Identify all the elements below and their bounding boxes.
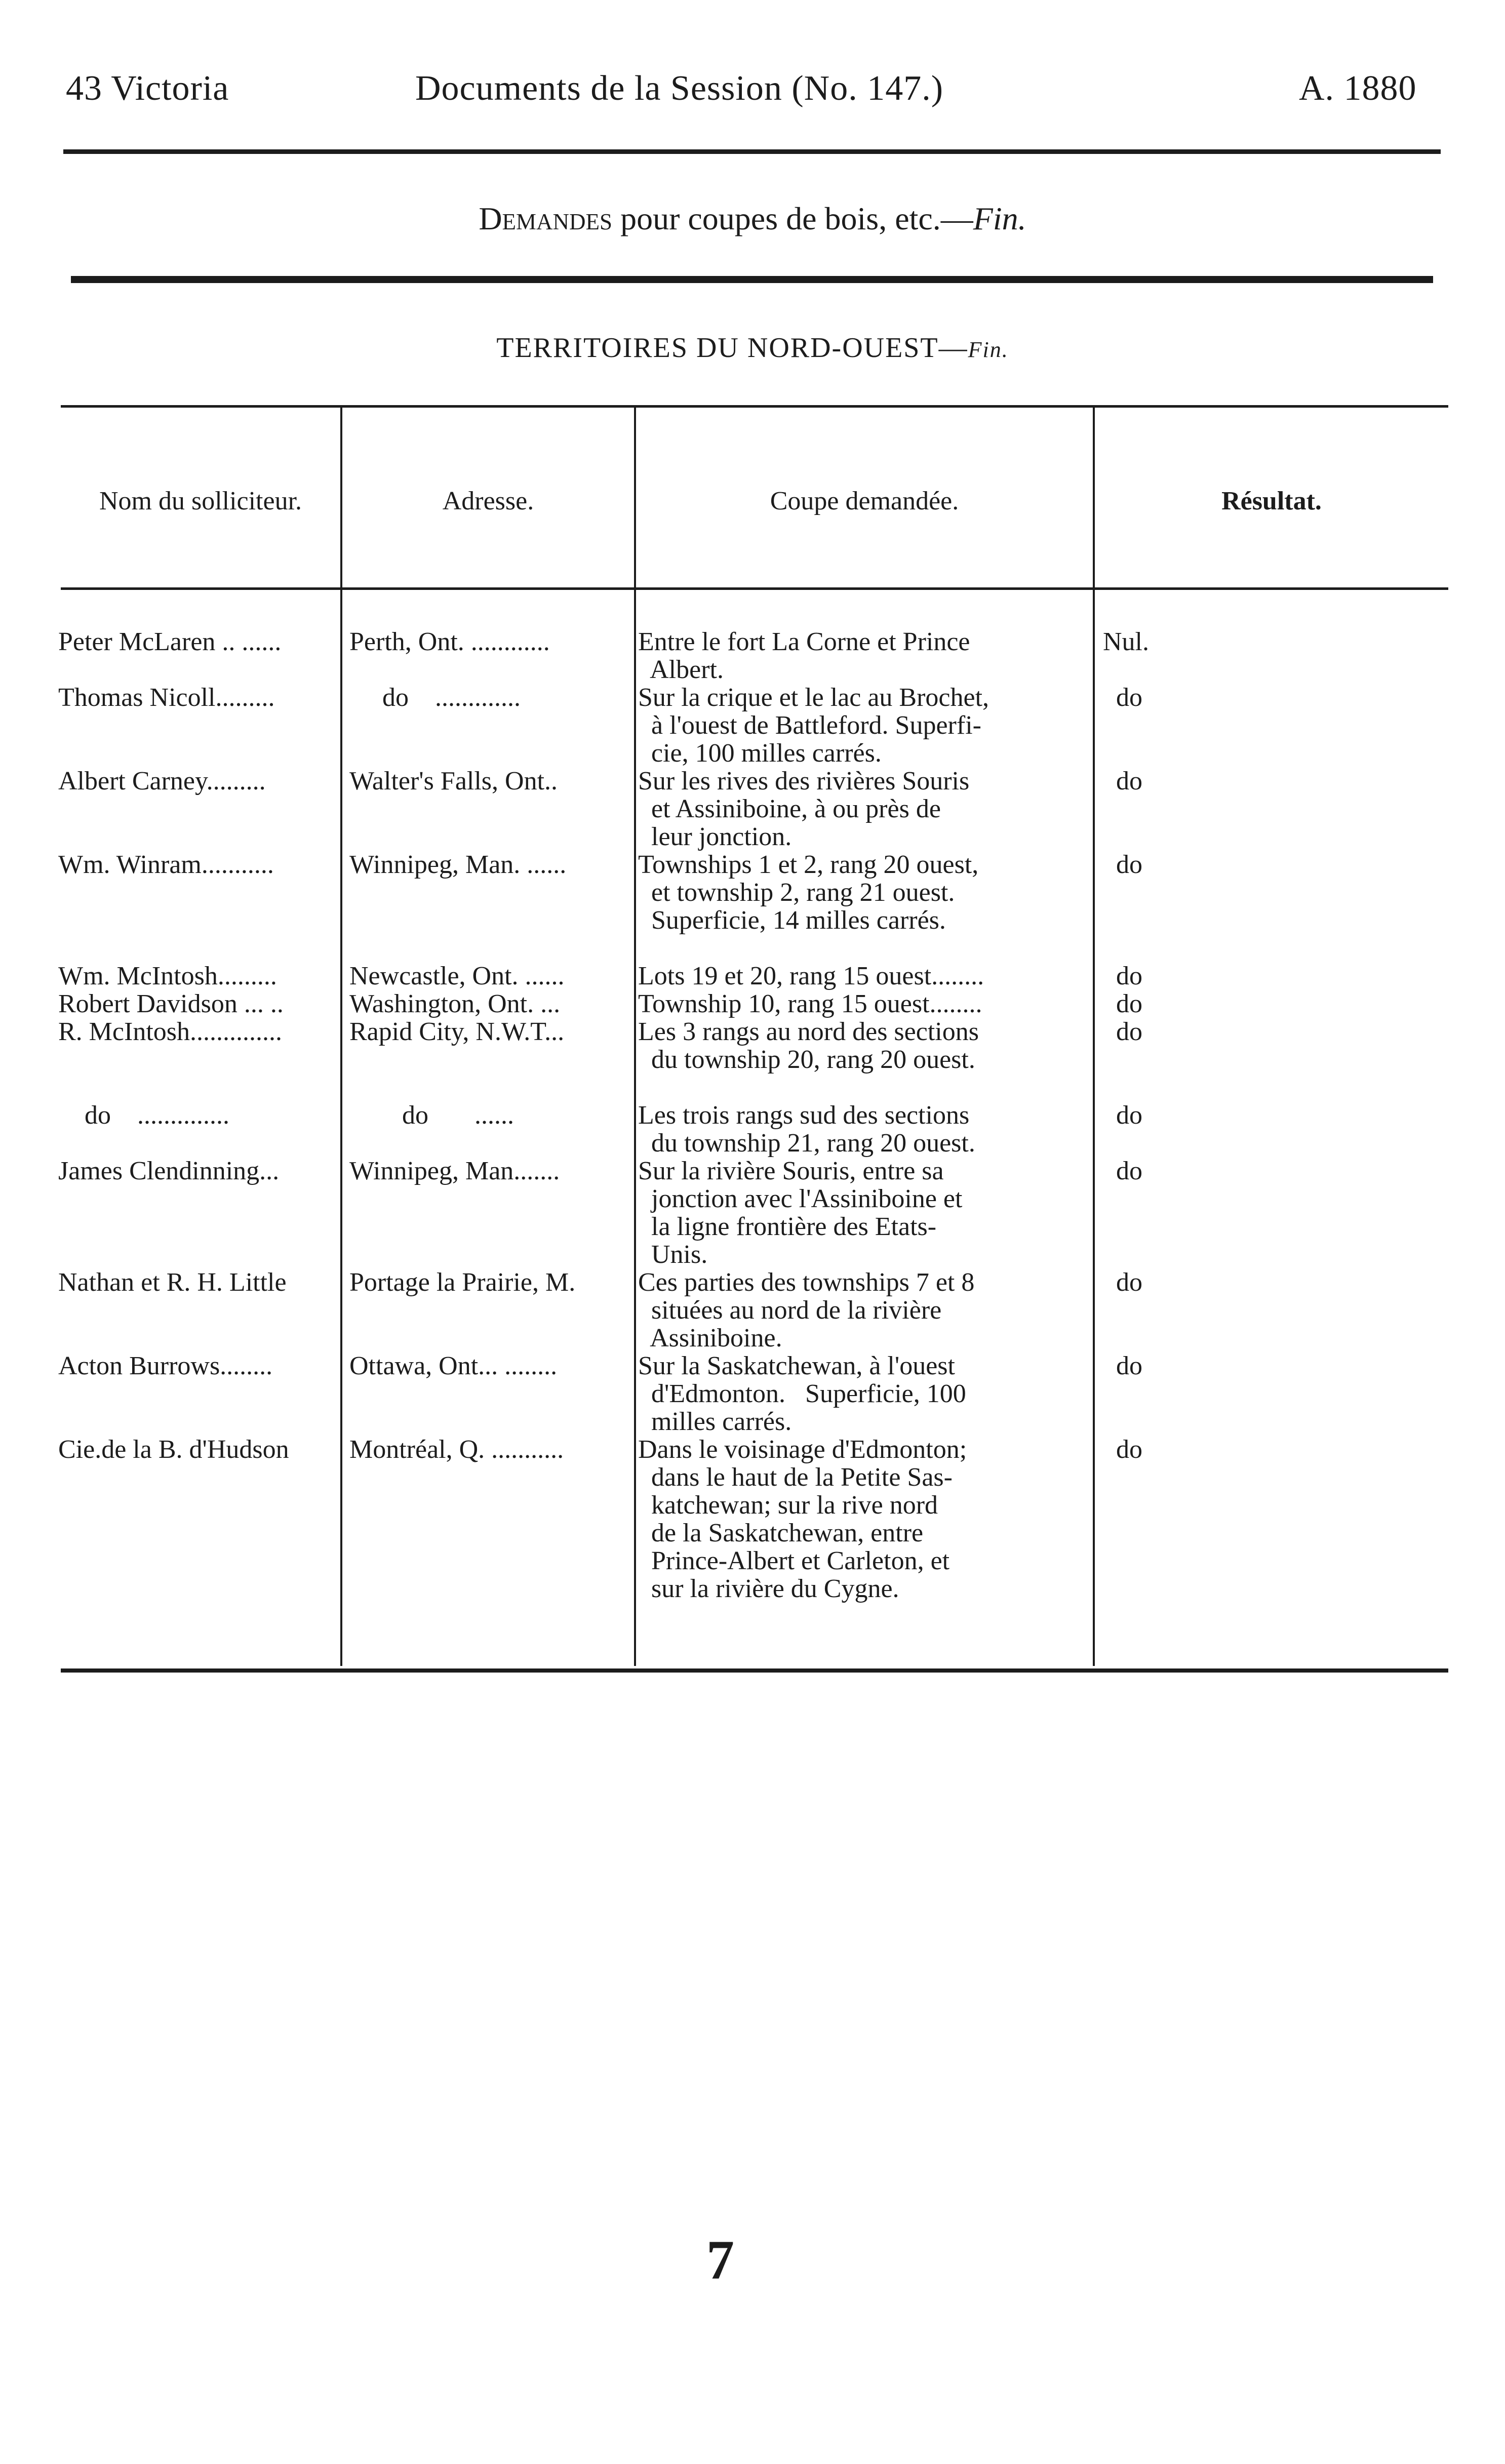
- subtitle-fin: Fin.: [973, 201, 1026, 236]
- row-1-address: Perth, Ont. ............: [349, 627, 550, 656]
- row-5-address: Newcastle, Ont. ......: [349, 962, 565, 990]
- column-divider-1: [340, 408, 342, 1666]
- row-6-address: Washington, Ont. ...: [349, 989, 561, 1018]
- row-11-name: Acton Burrows........: [58, 1352, 273, 1380]
- row-2-name: Thomas Nicoll.........: [58, 683, 275, 712]
- column-header-address: Adresse.: [442, 487, 534, 515]
- row-7-coupe: Les 3 rangs au nord des sections du township 20, rang 20 ouest.: [638, 1017, 979, 1074]
- header-title: Documents de la Session (No. 147.): [415, 69, 944, 108]
- row-1-result: Nul.: [1103, 627, 1149, 656]
- row-3-name: Albert Carney.........: [58, 767, 266, 796]
- table-bottom-rule: [61, 1668, 1448, 1673]
- row-3-result: do: [1103, 767, 1142, 796]
- row-1-coupe: Entre le fort La Corne et Prince Albert.: [638, 627, 970, 684]
- row-7-name: R. McIntosh..............: [58, 1017, 282, 1046]
- row-6-name: Robert Davidson ... ..: [58, 989, 284, 1018]
- subtitle-lead: Demandes: [479, 201, 613, 236]
- row-10-result: do: [1103, 1268, 1142, 1297]
- table-header-rule: [61, 587, 1448, 590]
- row-12-result: do: [1103, 1435, 1142, 1464]
- header-volume: 43 Victoria: [66, 69, 229, 108]
- row-2-address: do .............: [349, 683, 521, 712]
- row-4-address: Winnipeg, Man. ......: [349, 850, 567, 879]
- column-header-result: Résultat.: [1221, 487, 1322, 515]
- row-3-address: Walter's Falls, Ont..: [349, 767, 558, 796]
- table-top-rule: [61, 405, 1448, 408]
- row-6-coupe: Township 10, rang 15 ouest........: [638, 989, 982, 1018]
- section-title-text: TERRITOIRES DU NORD-OUEST—: [496, 332, 968, 364]
- row-9-result: do: [1103, 1157, 1142, 1185]
- row-10-address: Portage la Prairie, M.: [349, 1268, 576, 1297]
- row-9-address: Winnipeg, Man.......: [349, 1157, 560, 1185]
- row-8-result: do: [1103, 1101, 1142, 1130]
- section-title-fin: Fin.: [968, 337, 1009, 362]
- row-12-coupe: Dans le voisinage d'Edmonton; dans le haut de la Petite Sas- katchewan; sur la rive nord de la Saskatchewan, entre Prince-Albert et Carleton, et sur la rivière du Cygne.: [638, 1435, 967, 1603]
- subtitle-rest: pour coupes de bois, etc.—: [612, 201, 973, 236]
- row-5-coupe: Lots 19 et 20, rang 15 ouest........: [638, 962, 984, 990]
- column-header-coupe: Coupe demandée.: [770, 487, 959, 515]
- row-12-name: Cie.de la B. d'Hudson: [58, 1435, 289, 1464]
- row-1-name: Peter McLaren .. ......: [58, 627, 282, 656]
- row-8-address: do ......: [349, 1101, 514, 1130]
- row-11-address: Ottawa, Ont... ........: [349, 1352, 558, 1380]
- row-3-coupe: Sur les rives des rivières Souris et Assiniboine, à ou près de leur jonction.: [638, 767, 970, 851]
- page-number: 7: [706, 2229, 734, 2291]
- row-10-coupe: Ces parties des townships 7 et 8 situées au nord de la rivière Assiniboine.: [638, 1268, 975, 1353]
- row-12-address: Montréal, Q. ...........: [349, 1435, 564, 1464]
- row-10-name: Nathan et R. H. Little: [58, 1268, 287, 1297]
- row-6-result: do: [1103, 989, 1142, 1018]
- row-9-name: James Clendinning...: [58, 1157, 280, 1185]
- header-year: A. 1880: [1299, 69, 1417, 108]
- row-11-result: do: [1103, 1352, 1142, 1380]
- row-5-result: do: [1103, 962, 1142, 990]
- column-header-name: Nom du solliciteur.: [99, 487, 302, 515]
- row-2-coupe: Sur la crique et le lac au Brochet, à l'ouest de Battleford. Superfi- cie, 100 milles carrés.: [638, 683, 989, 768]
- row-9-coupe: Sur la rivière Souris, entre sa jonction avec l'Assiniboine et la ligne frontière des Etats- Unis.: [638, 1157, 963, 1269]
- row-7-result: do: [1103, 1017, 1142, 1046]
- row-8-coupe: Les trois rangs sud des sections du township 21, rang 20 ouest.: [638, 1101, 975, 1158]
- column-divider-2: [634, 408, 636, 1666]
- row-8-name: do ..............: [58, 1101, 229, 1130]
- row-7-address: Rapid City, N.W.T...: [349, 1017, 565, 1046]
- row-4-coupe: Townships 1 et 2, rang 20 ouest, et township 2, rang 21 ouest. Superficie, 14 milles carrés.: [638, 850, 979, 935]
- row-11-coupe: Sur la Saskatchewan, à l'ouest d'Edmonton. Superficie, 100 milles carrés.: [638, 1352, 966, 1436]
- row-2-result: do: [1103, 683, 1142, 712]
- row-4-name: Wm. Winram...........: [58, 850, 274, 879]
- subtitle-rule: [71, 276, 1433, 283]
- page-subtitle: [0, 200, 1505, 237]
- section-title: [0, 332, 1505, 364]
- row-5-name: Wm. McIntosh.........: [58, 962, 277, 990]
- header-rule: [63, 149, 1441, 154]
- row-4-result: do: [1103, 850, 1142, 879]
- column-divider-3: [1093, 408, 1095, 1666]
